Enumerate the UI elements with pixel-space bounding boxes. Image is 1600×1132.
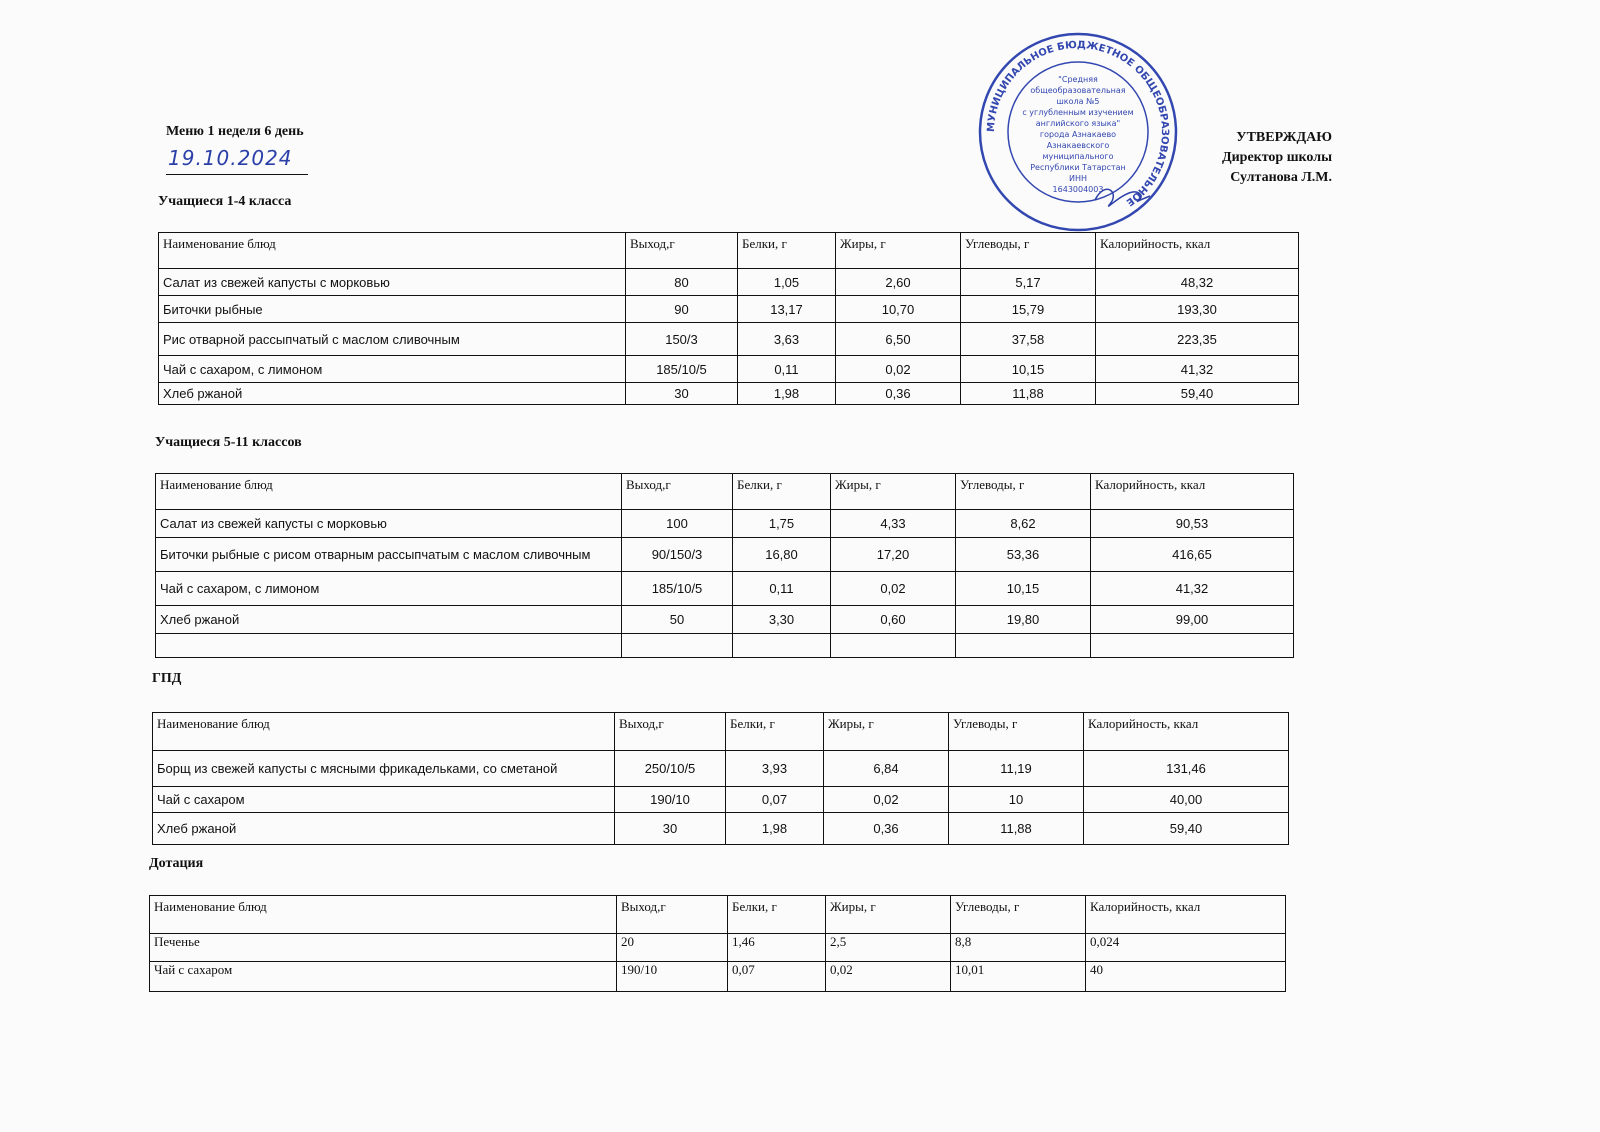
value-cell <box>622 634 733 658</box>
approve-label: УТВЕРЖДАЮ <box>1236 130 1332 145</box>
value-cell: 80 <box>626 269 738 296</box>
table-row <box>156 572 1294 606</box>
table-row <box>153 787 1289 813</box>
value-cell: 13,17 <box>738 296 836 323</box>
dish-name-cell: Чай с сахаром <box>153 787 615 813</box>
table-row <box>156 606 1294 634</box>
value-cell <box>1091 634 1294 658</box>
value-cell: 3,93 <box>726 751 824 787</box>
value-cell: 15,79 <box>961 296 1096 323</box>
value-cell: 100 <box>622 510 733 538</box>
svg-text:города Азнакаево: города Азнакаево <box>1039 130 1117 139</box>
value-cell: 0,02 <box>826 962 951 992</box>
column-header: Наименование блюд <box>159 233 626 269</box>
dish-name-cell: Хлеб ржаной <box>159 383 626 405</box>
handwritten-date: 19.10.2024 <box>168 146 293 170</box>
value-cell: 2,5 <box>826 934 951 962</box>
column-header: Калорийность, ккал <box>1084 713 1289 751</box>
value-cell: 185/10/5 <box>622 572 733 606</box>
value-cell: 193,30 <box>1096 296 1299 323</box>
svg-text:МУНИЦИПАЛЬНОЕ БЮДЖЕТНОЕ ОБЩЕОБ: МУНИЦИПАЛЬНОЕ БЮДЖЕТНОЕ ОБЩЕОБРАЗОВАТЕЛЬНОЕ <box>985 39 1171 208</box>
table-header-row <box>150 896 1286 934</box>
value-cell: 190/10 <box>617 962 728 992</box>
value-cell: 59,40 <box>1084 813 1289 845</box>
table-row <box>153 813 1289 845</box>
value-cell: 1,05 <box>738 269 836 296</box>
table-row <box>159 383 1299 405</box>
column-header: Выход,г <box>617 896 728 934</box>
table-row <box>150 934 1286 962</box>
dish-name-cell: Рис отварной рассыпчатый с маслом сливочным <box>159 323 626 356</box>
svg-text:общеобразовательная: общеобразовательная <box>1030 86 1126 95</box>
value-cell: 185/10/5 <box>626 356 738 383</box>
section-title: Дотация <box>149 856 204 871</box>
column-header: Жиры, г <box>836 233 961 269</box>
value-cell: 40 <box>1086 962 1286 992</box>
value-cell: 20 <box>617 934 728 962</box>
value-cell: 0,11 <box>733 572 831 606</box>
table-row <box>156 510 1294 538</box>
value-cell: 10,15 <box>956 572 1091 606</box>
value-cell: 8,8 <box>951 934 1086 962</box>
column-header: Наименование блюд <box>153 713 615 751</box>
value-cell: 30 <box>626 383 738 405</box>
value-cell: 6,50 <box>836 323 961 356</box>
section-title: ГПД <box>152 671 182 686</box>
value-cell: 2,60 <box>836 269 961 296</box>
column-header: Жиры, г <box>831 474 956 510</box>
svg-text:"Средняя: "Средняя <box>1058 75 1098 84</box>
column-header: Белки, г <box>726 713 824 751</box>
table-header-row <box>156 474 1294 510</box>
dish-name-cell: Чай с сахаром, с лимоном <box>156 572 622 606</box>
value-cell: 250/10/5 <box>615 751 726 787</box>
column-header: Белки, г <box>738 233 836 269</box>
svg-text:английского языка": английского языка" <box>1035 119 1121 128</box>
column-header: Наименование блюд <box>150 896 617 934</box>
dish-name-cell: Салат из свежей капусты с морковью <box>156 510 622 538</box>
value-cell: 99,00 <box>1091 606 1294 634</box>
column-header: Калорийность, ккал <box>1091 474 1294 510</box>
value-cell: 19,80 <box>956 606 1091 634</box>
column-header: Наименование блюд <box>156 474 622 510</box>
table-row <box>159 269 1299 296</box>
value-cell: 6,84 <box>824 751 949 787</box>
table-row <box>153 751 1289 787</box>
table-row <box>159 356 1299 383</box>
date-underline <box>166 174 308 175</box>
value-cell: 90 <box>626 296 738 323</box>
column-header: Жиры, г <box>826 896 951 934</box>
menu-table <box>149 895 1286 992</box>
menu-table <box>158 232 1299 405</box>
column-header: Углеводы, г <box>949 713 1084 751</box>
section-title: Учащиеся 5-11 классов <box>155 435 302 450</box>
value-cell: 223,35 <box>1096 323 1299 356</box>
column-header: Углеводы, г <box>951 896 1086 934</box>
dish-name-cell: Хлеб ржаной <box>153 813 615 845</box>
dish-name-cell: Чай с сахаром <box>150 962 617 992</box>
svg-text:школа №5: школа №5 <box>1056 97 1100 106</box>
value-cell: 10,15 <box>961 356 1096 383</box>
column-header: Углеводы, г <box>956 474 1091 510</box>
menu-title: Меню 1 неделя 6 день <box>166 124 304 139</box>
table-row <box>156 538 1294 572</box>
menu-table <box>155 473 1294 658</box>
school-stamp <box>975 30 1185 235</box>
value-cell: 0,02 <box>836 356 961 383</box>
value-cell: 37,58 <box>961 323 1096 356</box>
value-cell: 90,53 <box>1091 510 1294 538</box>
value-cell: 41,32 <box>1091 572 1294 606</box>
value-cell: 11,19 <box>949 751 1084 787</box>
value-cell: 11,88 <box>961 383 1096 405</box>
value-cell: 0,11 <box>738 356 836 383</box>
table-row <box>150 962 1286 992</box>
value-cell: 190/10 <box>615 787 726 813</box>
svg-text:Республики Татарстан: Республики Татарстан <box>1030 163 1126 172</box>
column-header: Жиры, г <box>824 713 949 751</box>
value-cell: 10 <box>949 787 1084 813</box>
table-row <box>159 296 1299 323</box>
value-cell: 90/150/3 <box>622 538 733 572</box>
value-cell: 16,80 <box>733 538 831 572</box>
section-title: Учащиеся 1-4 класса <box>158 194 292 209</box>
value-cell: 50 <box>622 606 733 634</box>
approver-position: Директор школы <box>1221 150 1332 165</box>
menu-table <box>152 712 1289 845</box>
dish-name-cell: Биточки рыбные с рисом отварным рассыпчатым с маслом сливочным <box>156 538 622 572</box>
value-cell: 416,65 <box>1091 538 1294 572</box>
value-cell: 8,62 <box>956 510 1091 538</box>
svg-text:с углубленным изучением: с углубленным изучением <box>1022 108 1134 117</box>
dish-name-cell: Печенье <box>150 934 617 962</box>
value-cell: 11,88 <box>949 813 1084 845</box>
approver-name: Султанова Л.М. <box>1230 170 1332 185</box>
value-cell <box>831 634 956 658</box>
value-cell: 30 <box>615 813 726 845</box>
value-cell: 0,02 <box>824 787 949 813</box>
value-cell: 4,33 <box>831 510 956 538</box>
table-row <box>159 323 1299 356</box>
dish-name-cell: Чай с сахаром, с лимоном <box>159 356 626 383</box>
value-cell: 1,75 <box>733 510 831 538</box>
svg-text:муниципального: муниципального <box>1042 152 1114 161</box>
value-cell <box>956 634 1091 658</box>
value-cell: 5,17 <box>961 269 1096 296</box>
column-header: Белки, г <box>728 896 826 934</box>
svg-text:Азнакаевского: Азнакаевского <box>1046 141 1110 150</box>
value-cell: 1,46 <box>728 934 826 962</box>
value-cell: 0,07 <box>726 787 824 813</box>
column-header: Белки, г <box>733 474 831 510</box>
dish-name-cell: Хлеб ржаной <box>156 606 622 634</box>
value-cell: 0,024 <box>1086 934 1286 962</box>
column-header: Выход,г <box>615 713 726 751</box>
value-cell: 131,46 <box>1084 751 1289 787</box>
value-cell: 150/3 <box>626 323 738 356</box>
value-cell: 0,60 <box>831 606 956 634</box>
dish-name-cell <box>156 634 622 658</box>
value-cell: 3,30 <box>733 606 831 634</box>
table-header-row <box>153 713 1289 751</box>
value-cell: 0,07 <box>728 962 826 992</box>
svg-text:ИНН: ИНН <box>1068 174 1088 183</box>
dish-name-cell: Салат из свежей капусты с морковью <box>159 269 626 296</box>
column-header: Выход,г <box>622 474 733 510</box>
column-header: Углеводы, г <box>961 233 1096 269</box>
value-cell: 59,40 <box>1096 383 1299 405</box>
value-cell: 40,00 <box>1084 787 1289 813</box>
approval-block <box>1212 128 1332 188</box>
dish-name-cell: Биточки рыбные <box>159 296 626 323</box>
value-cell: 53,36 <box>956 538 1091 572</box>
value-cell <box>733 634 831 658</box>
table-header-row <box>159 233 1299 269</box>
value-cell: 0,36 <box>836 383 961 405</box>
svg-text:1643004003: 1643004003 <box>1052 185 1104 194</box>
value-cell: 17,20 <box>831 538 956 572</box>
dish-name-cell: Борщ из свежей капусты с мясными фрикадельками, со сметаной <box>153 751 615 787</box>
value-cell: 1,98 <box>738 383 836 405</box>
column-header: Выход,г <box>626 233 738 269</box>
table-row <box>156 634 1294 658</box>
value-cell: 3,63 <box>738 323 836 356</box>
column-header: Калорийность, ккал <box>1096 233 1299 269</box>
value-cell: 0,02 <box>831 572 956 606</box>
value-cell: 48,32 <box>1096 269 1299 296</box>
value-cell: 10,70 <box>836 296 961 323</box>
column-header: Калорийность, ккал <box>1086 896 1286 934</box>
value-cell: 41,32 <box>1096 356 1299 383</box>
value-cell: 1,98 <box>726 813 824 845</box>
value-cell: 0,36 <box>824 813 949 845</box>
value-cell: 10,01 <box>951 962 1086 992</box>
